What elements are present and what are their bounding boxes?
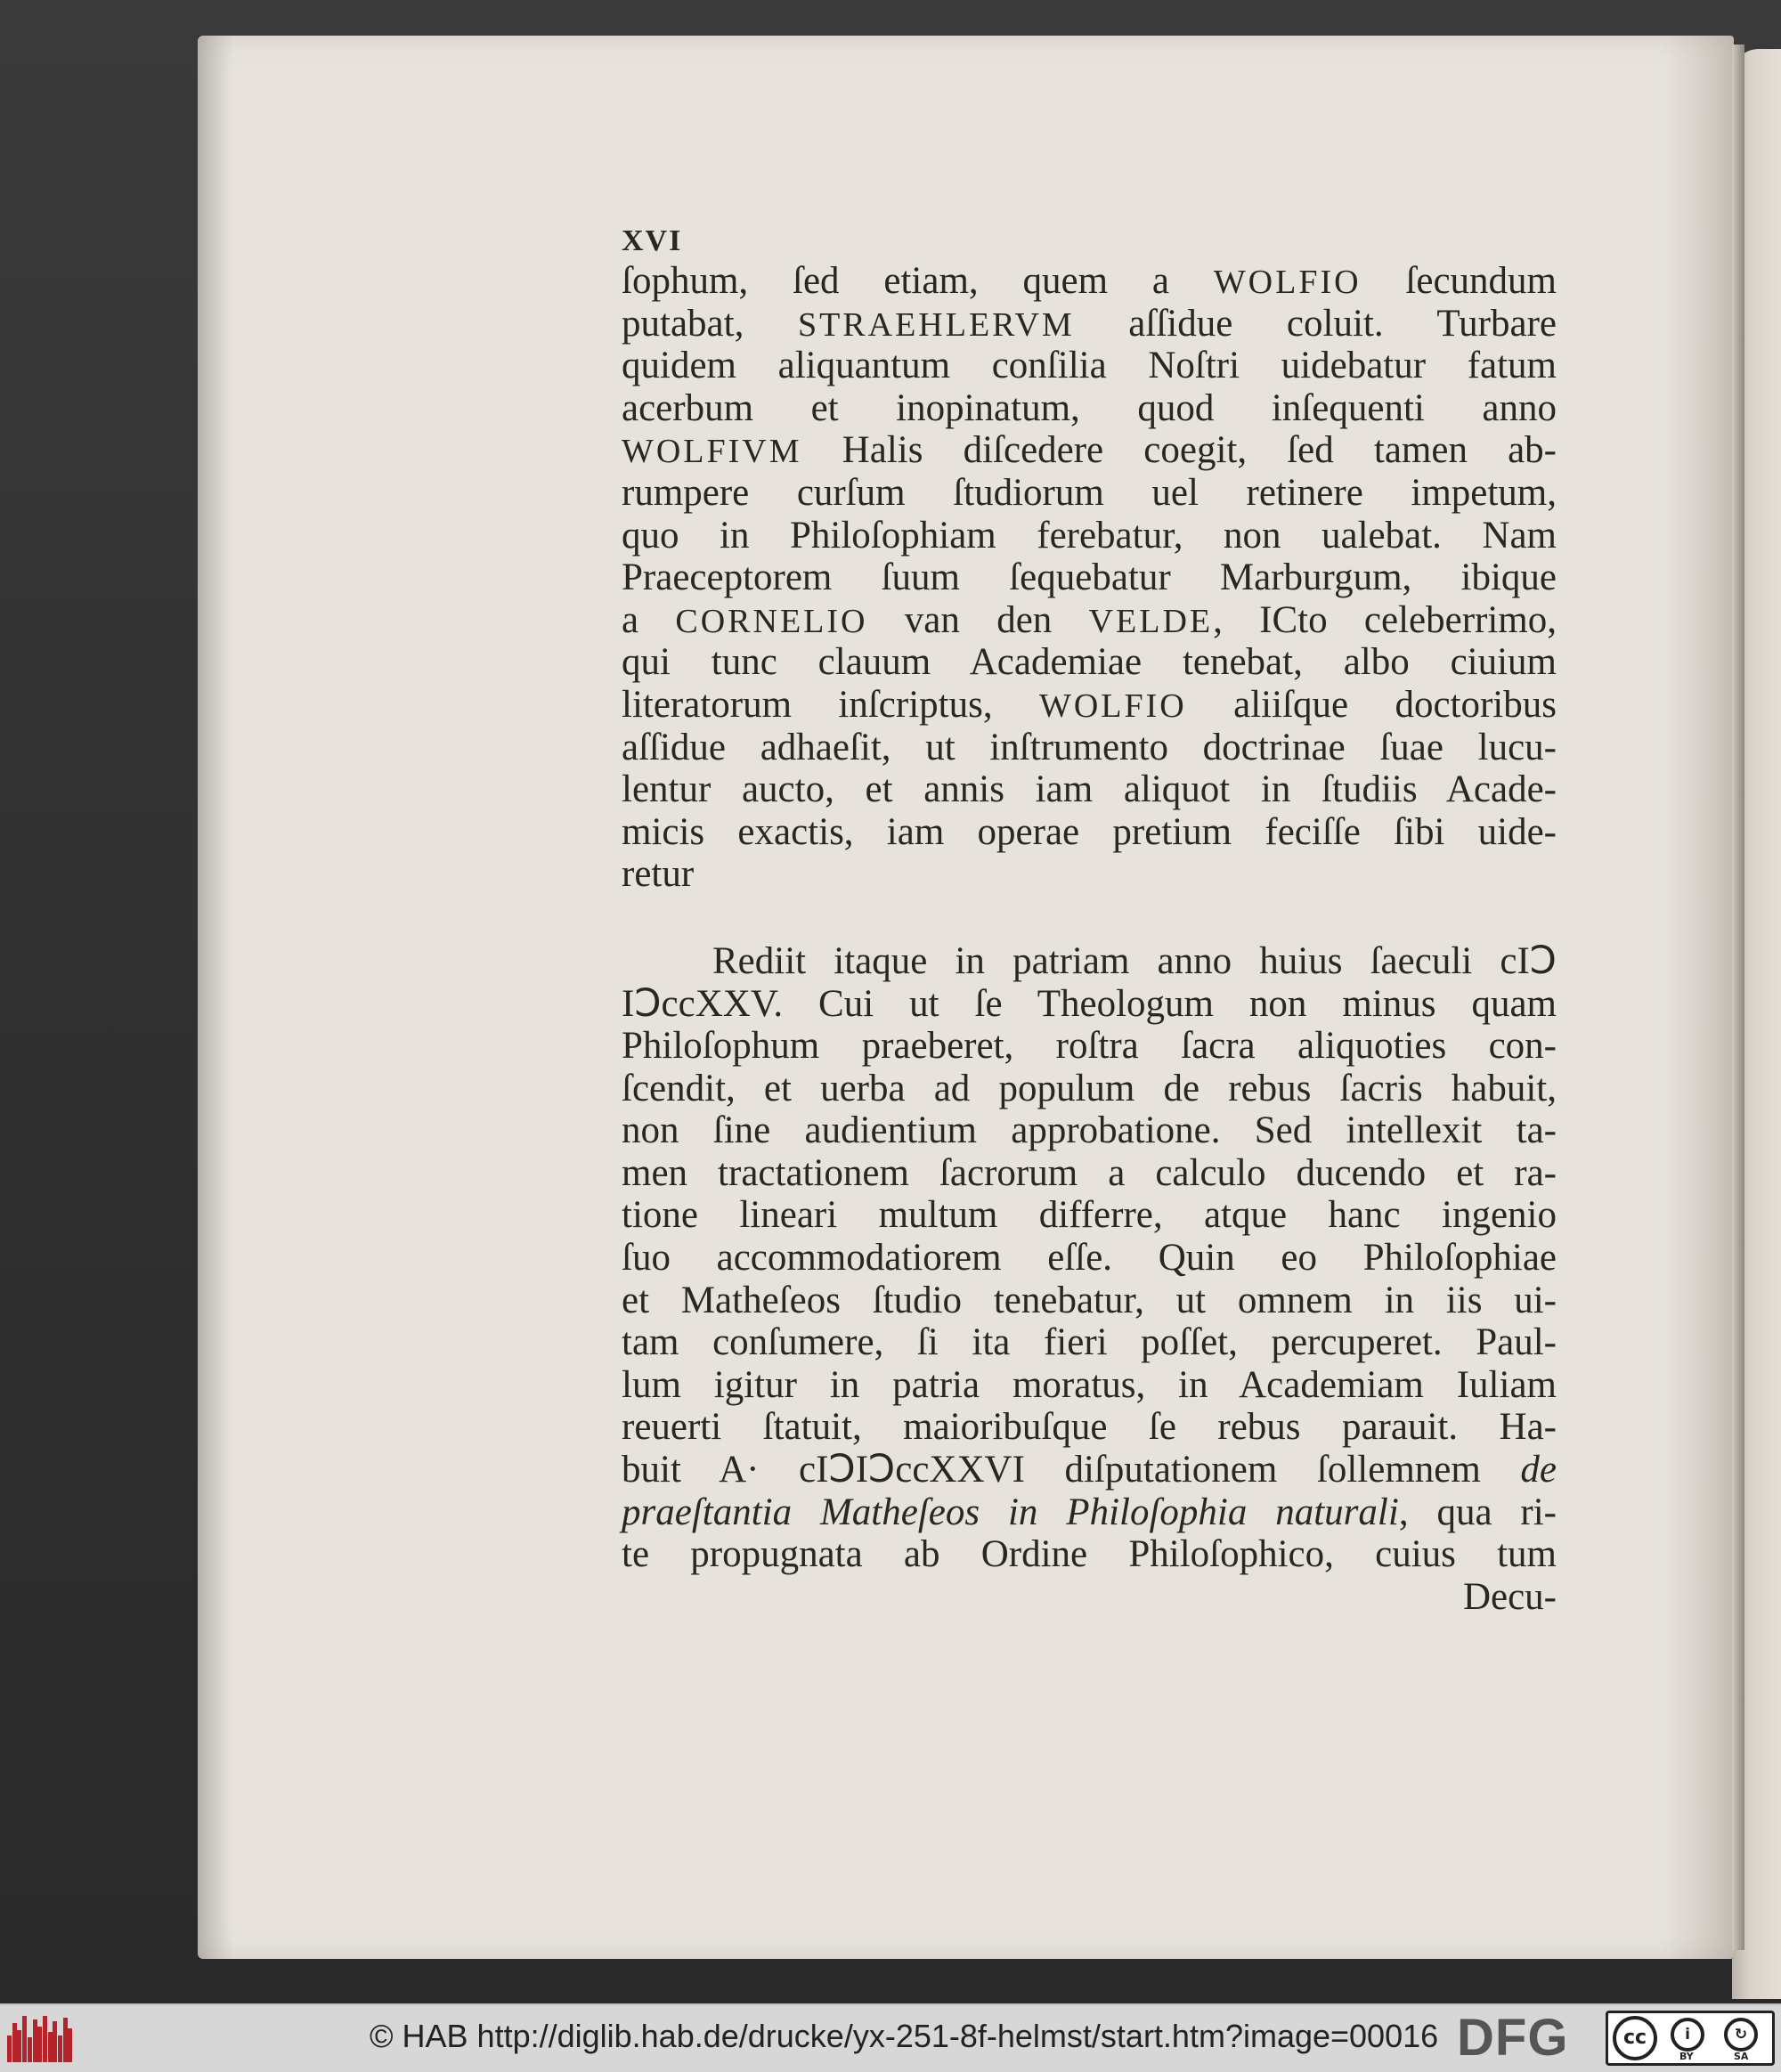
text-line: rumpere curſum ſtudiorum uel retinere impetum,	[622, 471, 1557, 514]
by-icon: i	[1671, 2018, 1704, 2052]
page-gutter-shadow	[198, 36, 233, 1959]
logo-bar	[53, 2021, 57, 2062]
logo-bar	[17, 2030, 21, 2062]
text-line: Philoſophum praeberet, roſtra ſacra aliquoties con-	[622, 1025, 1557, 1068]
text-line: Praeceptorem ſuum ſequebatur Marburgum, ibique	[622, 557, 1557, 599]
small-caps-name: CORNELIO	[675, 602, 868, 640]
logo-bar	[48, 2032, 53, 2062]
paragraph-gap	[622, 896, 1557, 940]
text-line: reuerti ſtatuit, maioribuſque ſe rebus parauit. Ha-	[622, 1406, 1557, 1449]
small-caps-name: WOLFIVM	[622, 433, 802, 471]
by-label: BY	[1679, 2051, 1694, 2062]
logo-bar	[37, 2027, 42, 2062]
dfg-logo: DFG	[1457, 2009, 1569, 2067]
text-line: micis exactis, iam operae pretium feciſſe ſibi uide-	[622, 810, 1557, 853]
cc-icon: cc	[1613, 2016, 1657, 2060]
italic-title: praeſtantia Matheſeos in Philoſophia naturali	[622, 1491, 1399, 1533]
text-line: WOLFIVM Halis diſcedere coegit, ſed tamen ab-	[622, 429, 1557, 472]
small-caps-name: VELDE	[1088, 602, 1214, 640]
catchword: Decu-	[1462, 1575, 1557, 1618]
sa-icon: ↻	[1724, 2018, 1758, 2052]
text-line: quidem aliquantum conſilia Noſtri uidebatur fatum	[622, 345, 1557, 387]
small-caps-name: WOLFIO	[1038, 687, 1187, 725]
hab-logo-icon	[7, 2016, 73, 2062]
sa-label: SA	[1734, 2051, 1749, 2062]
text-line: IↃccXXV. Cui ut ſe Theologum non minus quam	[622, 982, 1557, 1025]
page-side-edge	[1732, 45, 1744, 1950]
logo-bar	[43, 2016, 47, 2062]
text-line: buit A· cIↃIↃccXXVI diſputationem ſollemnem de	[622, 1449, 1557, 1491]
text-line: a CORNELIO van den VELDE, ICto celeberrimo,	[622, 598, 1557, 641]
small-caps-name: STRAEHLERVM	[797, 305, 1075, 344]
italic-title: de	[1520, 1449, 1557, 1491]
logo-bar	[12, 2023, 17, 2062]
logo-bar	[28, 2037, 32, 2062]
page-number: XVI	[622, 224, 683, 257]
text-line: ſophum, ſed etiam, quem a WOLFIO ſecundum	[622, 260, 1557, 302]
text-line: ſuo accommodatiorem eſſe. Quin eo Philoſophiae	[622, 1237, 1557, 1280]
text-line: ſcendit, et uerba ad populum de rebus ſacris habuit,	[622, 1067, 1557, 1109]
logo-bar	[22, 2016, 27, 2062]
text-line: quo in Philoſophiam ferebatur, non ualebat. Nam	[622, 514, 1557, 557]
text-line: Rediit itaque in patriam anno huius ſaeculi cIↃ	[712, 939, 1557, 982]
small-caps-name: WOLFIO	[1213, 264, 1362, 301]
text-line: literatorum inſcriptus, WOLFIO aliiſque doctoribus	[622, 683, 1557, 726]
text-line: et Matheſeos ſtudio tenebatur, ut omnem in iis ui-	[622, 1279, 1557, 1321]
paragraph-2	[622, 940, 1557, 1576]
text-line: praeſtantia Matheſeos in Philoſophia naturali, qua ri-	[622, 1491, 1557, 1533]
logo-bar	[7, 2035, 12, 2062]
text-line: putabat, STRAEHLERVM aſſidue coluit. Turbare	[622, 302, 1557, 345]
text-line: lum igitur in patria moratus, in Academiam Iuliam	[622, 1363, 1557, 1406]
logo-bar	[63, 2018, 68, 2062]
text-line: aſſidue adhaeſit, ut inſtrumento doctrinae ſuae lucu-	[622, 726, 1557, 768]
text-line: te propugnata ab Ordine Philoſophico, cuius tum	[622, 1533, 1557, 1576]
logo-bar	[33, 2019, 37, 2062]
text-line: tione lineari multum differre, atque hanc ingenio	[622, 1194, 1557, 1237]
attribution-link[interactable]: © HAB http://diglib.hab.de/drucke/yx-251-8f-helmst/start.htm?image=00016	[370, 2018, 1439, 2054]
text-line: qui tunc clauum Academiae tenebat, albo ciuium	[622, 641, 1557, 684]
paragraph-1	[622, 260, 1557, 896]
logo-bar	[68, 2028, 72, 2062]
page-text	[622, 223, 1557, 1618]
text-line: tam conſumere, ſi ita fieri poſſet, percuperet. Paul-	[622, 1321, 1557, 1364]
text-line: men tractationem ſacrorum a calculo ducendo et ra-	[622, 1151, 1557, 1194]
text-line: retur	[622, 853, 695, 896]
logo-bar	[58, 2035, 62, 2062]
text-line: non ſine audientium approbatione. Sed intellexit ta-	[622, 1109, 1557, 1152]
footer-bar	[0, 2003, 1781, 2072]
page-edge-shadow	[1663, 36, 1734, 1959]
text-line: lentur aucto, et annis iam aliquot in ſtudiis Acade-	[622, 768, 1557, 811]
cc-license-badge[interactable]	[1606, 2011, 1775, 2066]
text-line: acerbum et inopinatum, quod inſequenti anno	[622, 386, 1557, 429]
